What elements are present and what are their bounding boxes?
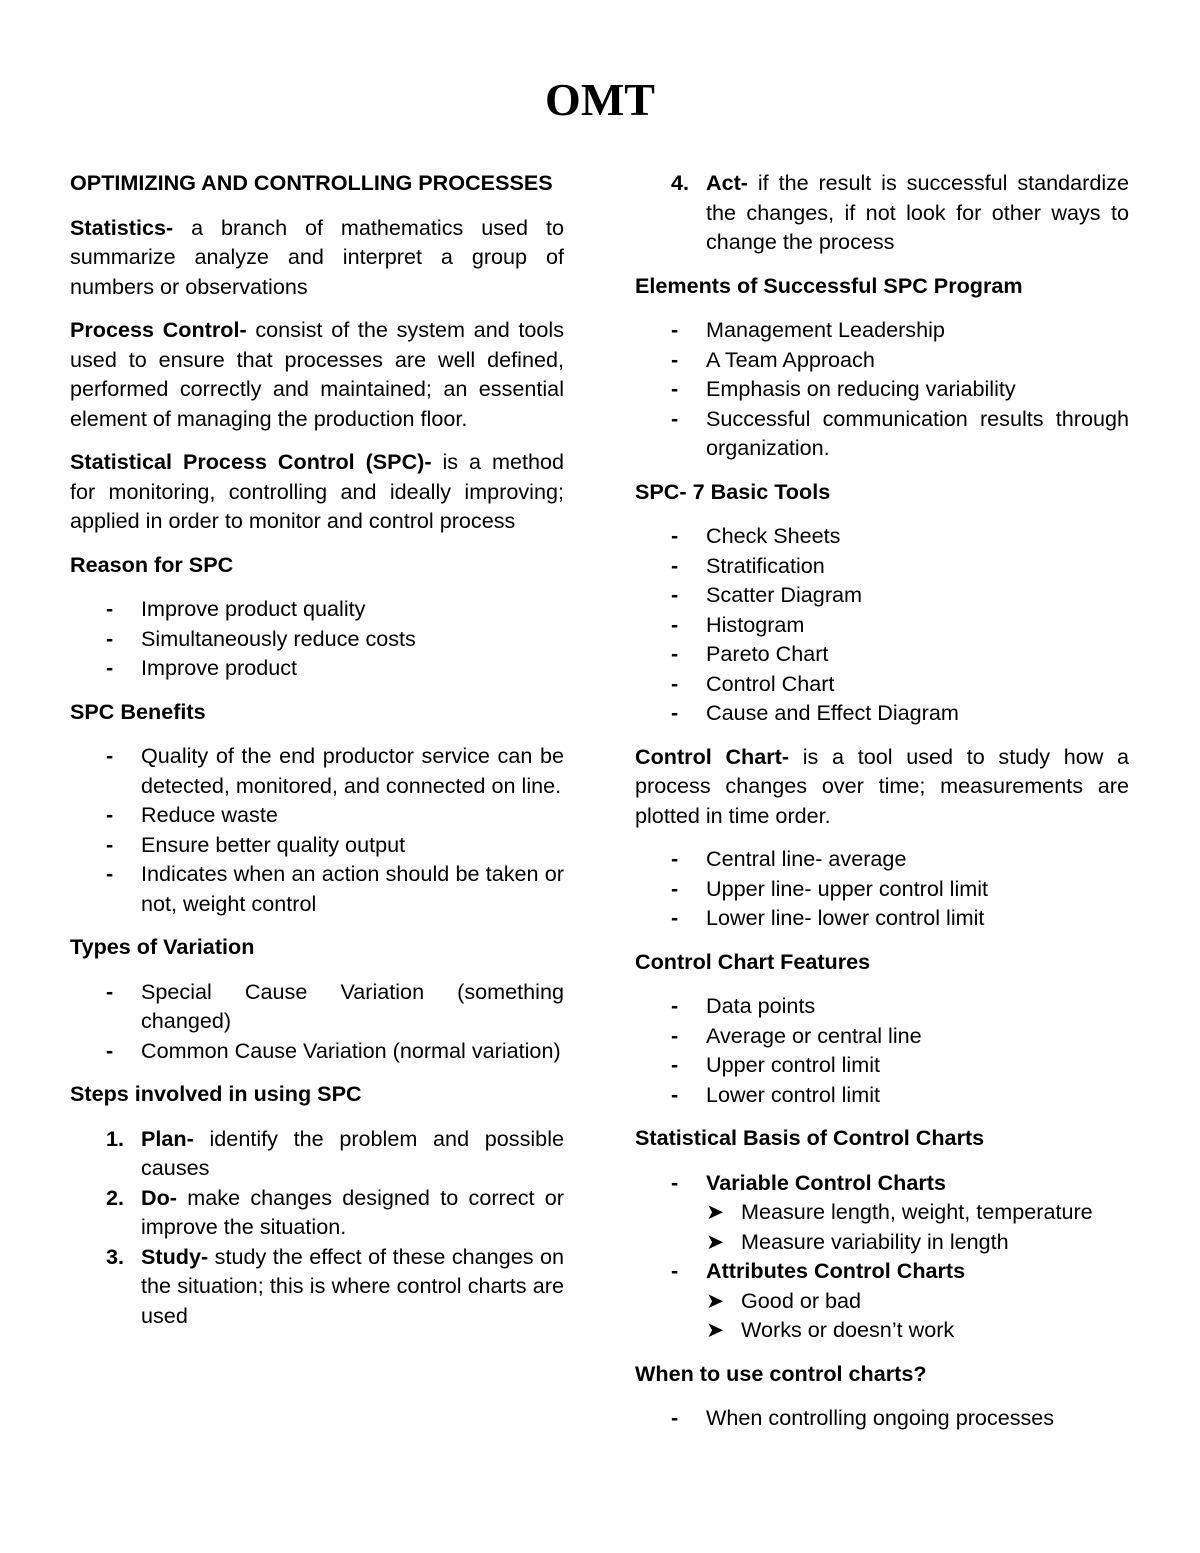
list-item [70, 830, 564, 860]
list-item-text: Pareto Chart [706, 641, 829, 666]
arrow-list-item [706, 1286, 1129, 1316]
reason-heading: Reason for SPC [70, 551, 234, 577]
list-item [70, 1036, 564, 1066]
step-text: identify the problem and possible causes [141, 1125, 564, 1180]
statistics-term: Statistics- [70, 214, 174, 240]
dash-bullet: - [671, 875, 679, 901]
attributes-charts-list [706, 1286, 1129, 1345]
list-item-text: Successful communication results through organization. [706, 405, 1129, 460]
list-item-text: Central line- average [706, 846, 907, 871]
list-item-text: Special Cause Variation (something changed) [141, 978, 564, 1033]
list-item-text: A Team Approach [706, 346, 875, 372]
list-item-text: Measure length, weight, temperature [741, 1199, 1093, 1224]
dash-bullet: - [671, 582, 679, 607]
arrow-bullet-icon: ➤ [706, 1287, 725, 1313]
list-item-text: Check Sheets [706, 523, 841, 548]
step-text: make changes designed to correct or improve the situation. [141, 1184, 564, 1239]
list-item [70, 594, 564, 624]
step-number: 2. [106, 1184, 125, 1210]
list-item-text: Reduce waste [141, 802, 278, 827]
spc-text: is a method for monitoring, controlling and ideally improving; applied in order to monitor and control process [70, 449, 564, 533]
step-text: if the result is successful standardize the changes, if not look for other ways to change the process [706, 170, 1129, 254]
list-item [635, 1168, 1129, 1257]
list-item [70, 800, 564, 830]
list-item-text: Emphasis on reducing variability [706, 376, 1016, 401]
step-number: 1. [106, 1125, 125, 1151]
elements-heading: Elements of Successful SPC Program [635, 272, 1023, 298]
arrow-list-item [706, 1197, 1129, 1227]
list-item [635, 345, 1129, 375]
list-item [70, 653, 564, 683]
benefits-list [70, 741, 564, 918]
list-item-text: Average or central line [706, 1022, 922, 1048]
list-item [635, 374, 1129, 404]
features-heading: Control Chart Features [635, 948, 871, 974]
basis-list [635, 1168, 1129, 1345]
list-item [70, 624, 564, 654]
arrow-bullet-icon: ➤ [706, 1199, 725, 1224]
step-term: Plan- [141, 1125, 194, 1151]
list-item [635, 315, 1129, 345]
dash-bullet: - [671, 1022, 679, 1048]
step-term: Do- [141, 1184, 177, 1210]
process-control-term: Process Control- [70, 317, 247, 342]
list-item-text: When controlling ongoing processes [706, 1405, 1055, 1430]
process-control-definition [70, 315, 564, 433]
step-item [70, 1183, 564, 1242]
dash-bullet: - [671, 552, 679, 578]
list-item [70, 859, 564, 918]
dash-bullet: - [671, 405, 679, 431]
reason-list [70, 594, 564, 683]
dash-bullet: - [671, 1081, 679, 1107]
list-item [635, 1050, 1129, 1080]
list-item [635, 639, 1129, 669]
list-item-text: Measure variability in length [741, 1228, 1009, 1254]
dash-bullet: - [106, 1037, 114, 1063]
control-chart-lines-list [635, 844, 1129, 933]
elements-list [635, 315, 1129, 463]
arrow-list-item [706, 1315, 1129, 1345]
steps-list-continued [635, 168, 1129, 257]
spc-definition [70, 447, 564, 536]
steps-list [70, 1124, 564, 1331]
dash-bullet: - [106, 978, 114, 1004]
step-item [635, 168, 1129, 257]
dash-bullet: - [671, 846, 679, 871]
list-item [635, 698, 1129, 728]
control-chart-text: is a tool used to study how a process changes over time; measurements are plotted in time order. [635, 743, 1130, 828]
dash-bullet: - [106, 655, 114, 680]
list-item-text: Indicates when an action should be taken or not, weight control [141, 861, 564, 916]
steps-heading: Steps involved in using SPC [70, 1081, 362, 1106]
list-item [635, 1256, 1129, 1345]
statistics-definition [70, 213, 564, 302]
when-heading: When to use control charts? [635, 1360, 927, 1386]
list-item-text: Data points [706, 993, 816, 1018]
list-item [635, 580, 1129, 610]
list-item [635, 1080, 1129, 1110]
when-list [635, 1403, 1129, 1433]
dash-bullet: - [671, 1169, 679, 1195]
list-item-text: Common Cause Variation (normal variation) [141, 1037, 561, 1063]
list-item [635, 551, 1129, 581]
benefits-heading: SPC Benefits [70, 698, 206, 724]
step-number: 4. [671, 170, 690, 195]
variable-charts-list [706, 1197, 1129, 1256]
list-item-text: Quality of the end productor service can be detected, monitored, and connected on line. [141, 743, 564, 798]
dash-bullet: - [671, 611, 679, 637]
list-item-text: Scatter Diagram [706, 582, 863, 607]
attributes-charts-title: Attributes Control Charts [706, 1258, 966, 1283]
list-item [70, 977, 564, 1036]
list-item-text: Simultaneously reduce costs [141, 625, 416, 651]
step-item [70, 1242, 564, 1331]
list-item [70, 741, 564, 800]
list-item-text: Cause and Effect Diagram [706, 700, 959, 725]
arrow-bullet-icon: ➤ [706, 1317, 725, 1342]
list-item [635, 991, 1129, 1021]
statistics-text: a branch of mathematics used to summarize analyze and interpret a group of numbers or observations [70, 214, 564, 299]
step-number: 3. [106, 1243, 125, 1269]
dash-bullet: - [671, 993, 679, 1018]
dash-bullet: - [671, 1258, 679, 1283]
list-item [635, 903, 1129, 933]
step-term: Study- [141, 1243, 209, 1269]
list-item-text: Lower control limit [706, 1081, 881, 1107]
dash-bullet: - [106, 625, 114, 651]
control-chart-term: Control Chart- [635, 743, 790, 769]
tools-heading: SPC- 7 Basic Tools [635, 478, 831, 504]
list-item [635, 1403, 1129, 1433]
features-list [635, 991, 1129, 1109]
list-item [635, 610, 1129, 640]
list-item-text: Improve product [141, 655, 298, 680]
dash-bullet: - [671, 905, 679, 930]
dash-bullet: - [106, 596, 114, 621]
dash-bullet: - [106, 743, 114, 768]
list-item-text: Control Chart [706, 670, 835, 696]
basis-heading: Statistical Basis of Control Charts [635, 1125, 985, 1150]
dash-bullet: - [106, 861, 114, 886]
list-item-text: Upper control limit [706, 1052, 881, 1077]
step-text: study the effect of these changes on the situation; this is where control charts are used [141, 1243, 564, 1328]
process-control-text: consist of the system and tools used to ensure that processes are well defined, performed correctly and maintained; an essential element of managing the production floor. [70, 317, 565, 431]
left-column [70, 168, 564, 1344]
step-item [70, 1124, 564, 1183]
list-item-text: Lower line- lower control limit [706, 905, 985, 930]
list-item-text: Improve product quality [141, 596, 366, 621]
list-item [635, 1021, 1129, 1051]
list-item-text: Works or doesn’t work [741, 1317, 955, 1342]
dash-bullet: - [106, 831, 114, 857]
list-item-text: Upper line- upper control limit [706, 875, 989, 901]
list-item-text: Good or bad [741, 1287, 862, 1313]
variation-list [70, 977, 564, 1066]
dash-bullet: - [671, 376, 679, 401]
dash-bullet: - [671, 641, 679, 666]
list-item [635, 669, 1129, 699]
variation-heading: Types of Variation [70, 934, 255, 959]
list-item-text: Stratification [706, 552, 825, 578]
arrow-bullet-icon: ➤ [706, 1228, 725, 1254]
list-item-text: Management Leadership [706, 317, 945, 342]
variable-charts-title: Variable Control Charts [706, 1169, 946, 1195]
control-chart-definition [635, 742, 1129, 831]
dash-bullet: - [671, 700, 679, 725]
list-item [635, 404, 1129, 463]
main-heading: OPTIMIZING AND CONTROLLING PROCESSES [70, 170, 553, 195]
dash-bullet: - [106, 802, 114, 827]
dash-bullet: - [671, 1052, 679, 1077]
dash-bullet: - [671, 1405, 679, 1430]
dash-bullet: - [671, 523, 679, 548]
right-column [635, 168, 1129, 1447]
list-item-text: Histogram [706, 611, 805, 637]
dash-bullet: - [671, 670, 679, 696]
list-item [635, 844, 1129, 874]
step-term: Act- [706, 170, 748, 195]
list-item-text: Ensure better quality output [141, 831, 406, 857]
dash-bullet: - [671, 317, 679, 342]
list-item [635, 521, 1129, 551]
list-item [635, 874, 1129, 904]
spc-term: Statistical Process Control (SPC)- [70, 449, 432, 474]
tools-list [635, 521, 1129, 728]
arrow-list-item [706, 1227, 1129, 1257]
dash-bullet: - [671, 346, 679, 372]
document-title: OMT [545, 74, 655, 125]
